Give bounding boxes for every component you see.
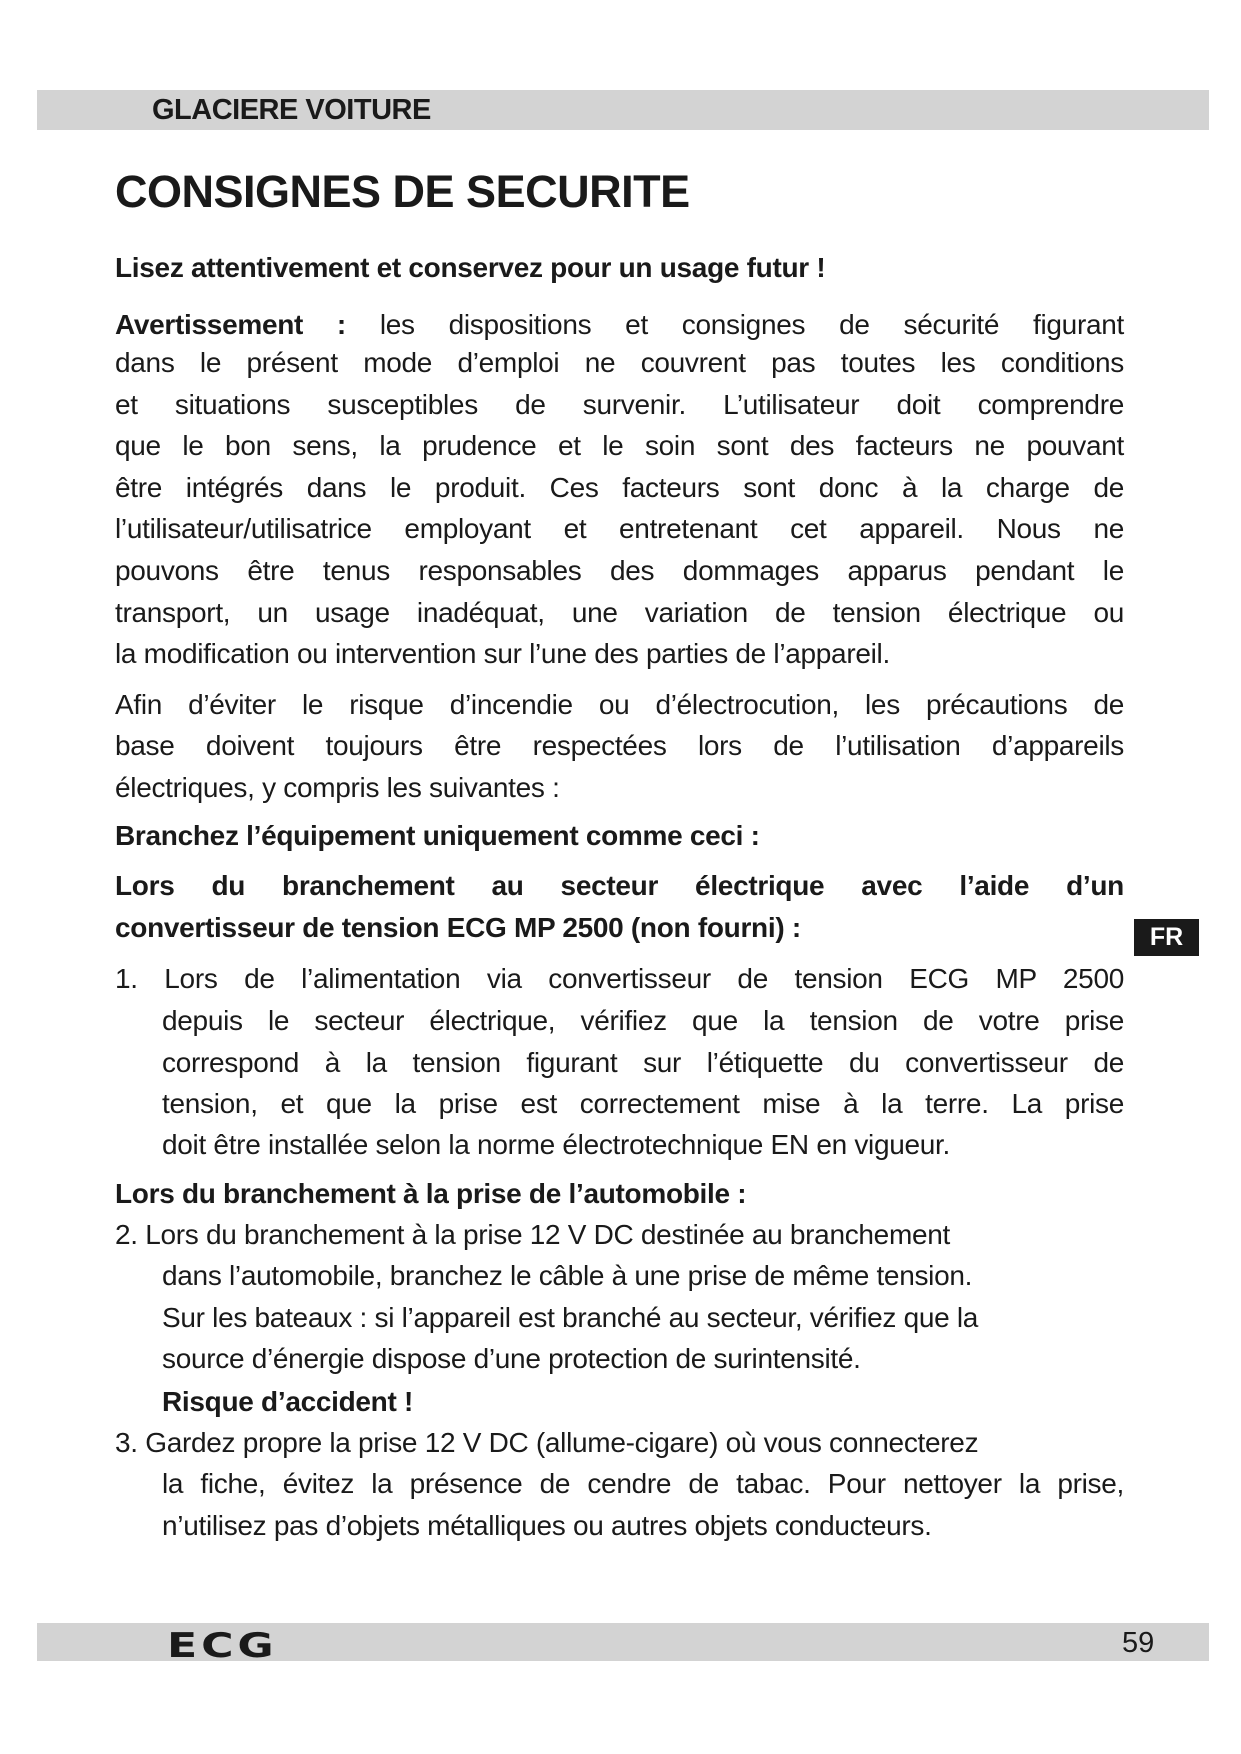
- text-line: [162, 1001, 1124, 1041]
- line-text: transport, un usage inadéquat, une variation de tension électrique ou: [115, 597, 1124, 628]
- line-text: tension, et que la prise est correctement mise à la terre. La prise: [162, 1088, 1124, 1119]
- text-line: [162, 1298, 1124, 1338]
- text-line: [115, 816, 1124, 856]
- line-text: l’utilisateur/utilisatrice employant et entretenant cet appareil. Nous ne: [115, 513, 1124, 544]
- bold-text: Lors du branchement au secteur électrique avec l’aide d’un: [115, 870, 1124, 901]
- line-text: Sur les bateaux : si l’appareil est branché au secteur, vérifiez que la: [162, 1302, 979, 1333]
- line-text: la fiche, évitez la présence de cendre de tabac. Pour nettoyer la prise,: [162, 1468, 1124, 1499]
- line-text: n’utilisez pas d’objets métalliques ou autres objets conducteurs.: [162, 1510, 932, 1541]
- text-line: [162, 1043, 1124, 1083]
- page-number: 59: [1122, 1627, 1155, 1659]
- line-text: depuis le secteur électrique, vérifiez que la tension de votre prise: [162, 1005, 1124, 1036]
- line-text: correspond à la tension figurant sur l’étiquette du convertisseur de: [162, 1047, 1124, 1078]
- text-line: [115, 426, 1124, 466]
- text-line: [115, 866, 1124, 906]
- line-text: la modification ou intervention sur l’une des parties de l’appareil.: [115, 638, 890, 669]
- text-line: [162, 1382, 1124, 1422]
- text-line: [115, 726, 1124, 766]
- text-line: [115, 768, 1124, 808]
- text-line: [162, 1506, 1124, 1546]
- text-line: [162, 1464, 1124, 1504]
- line-text: 2. Lors du branchement à la prise 12 V DC destinée au branchement: [115, 1219, 951, 1250]
- text-line: [115, 248, 1124, 288]
- line-text: les dispositions et consignes de sécurité figurant: [345, 309, 1125, 340]
- bold-text: Lisez attentivement et conservez pour un usage futur !: [115, 252, 826, 283]
- line-text: doit être installée selon la norme électrotechnique EN en vigueur.: [162, 1129, 951, 1160]
- text-line: [115, 634, 1124, 674]
- line-text: électriques, y compris les suivantes :: [115, 772, 560, 803]
- text-line: [115, 1174, 1124, 1214]
- page-title: CONSIGNES DE SECURITE: [115, 166, 690, 217]
- text-line: [115, 305, 1124, 345]
- bold-text: Branchez l’équipement uniquement comme ceci :: [115, 820, 760, 851]
- text-line: [115, 468, 1124, 508]
- text-line: [162, 1339, 1124, 1379]
- section-title: GLACIERE VOITURE: [152, 94, 431, 126]
- text-line: [115, 551, 1124, 591]
- header-bar: [37, 90, 1209, 130]
- ecg-logo: ECG: [167, 1626, 278, 1666]
- text-line: [162, 1125, 1124, 1165]
- line-text: pouvons être tenus responsables des dommages apparus pendant le: [115, 555, 1124, 586]
- text-line: [162, 1084, 1124, 1124]
- bold-text: Risque d’accident !: [162, 1386, 414, 1417]
- line-text: que le bon sens, la prudence et le soin sont des facteurs ne pouvant: [115, 430, 1124, 461]
- line-text: dans l’automobile, branchez le câble à une prise de même tension.: [162, 1260, 973, 1291]
- text-line: [162, 1256, 1124, 1296]
- footer-bar: [37, 1623, 1209, 1666]
- bold-text: Avertissement :: [115, 309, 346, 340]
- line-text: Afin d’éviter le risque d’incendie ou d’électrocution, les précautions de: [115, 689, 1124, 720]
- text-line: [115, 1423, 1124, 1463]
- text-line: [115, 1215, 1124, 1255]
- language-badge: FR: [1134, 919, 1199, 956]
- text-line: [115, 509, 1124, 549]
- line-text: dans le présent mode d’emploi ne couvrent pas toutes les conditions: [115, 347, 1124, 378]
- bold-text: convertisseur de tension ECG MP 2500 (non fourni) :: [115, 912, 801, 943]
- line-text: source d’énergie dispose d’une protection de surintensité.: [162, 1343, 861, 1374]
- bold-text: Lors du branchement à la prise de l’automobile :: [115, 1178, 747, 1209]
- line-text: être intégrés dans le produit. Ces facteurs sont donc à la charge de: [115, 472, 1124, 503]
- text-line: [115, 908, 1124, 948]
- line-text: base doivent toujours être respectées lors de l’utilisation d’appareils: [115, 730, 1124, 761]
- text-line: [115, 593, 1124, 633]
- text-line: [115, 959, 1124, 999]
- line-text: 3. Gardez propre la prise 12 V DC (allume-cigare) où vous connecterez: [115, 1427, 979, 1458]
- line-text: et situations susceptibles de survenir. L’utilisateur doit comprendre: [115, 389, 1124, 420]
- line-text: 1. Lors de l’alimentation via convertisseur de tension ECG MP 2500: [115, 963, 1124, 994]
- text-line: [115, 685, 1124, 725]
- text-line: [115, 385, 1124, 425]
- text-line: [115, 343, 1124, 383]
